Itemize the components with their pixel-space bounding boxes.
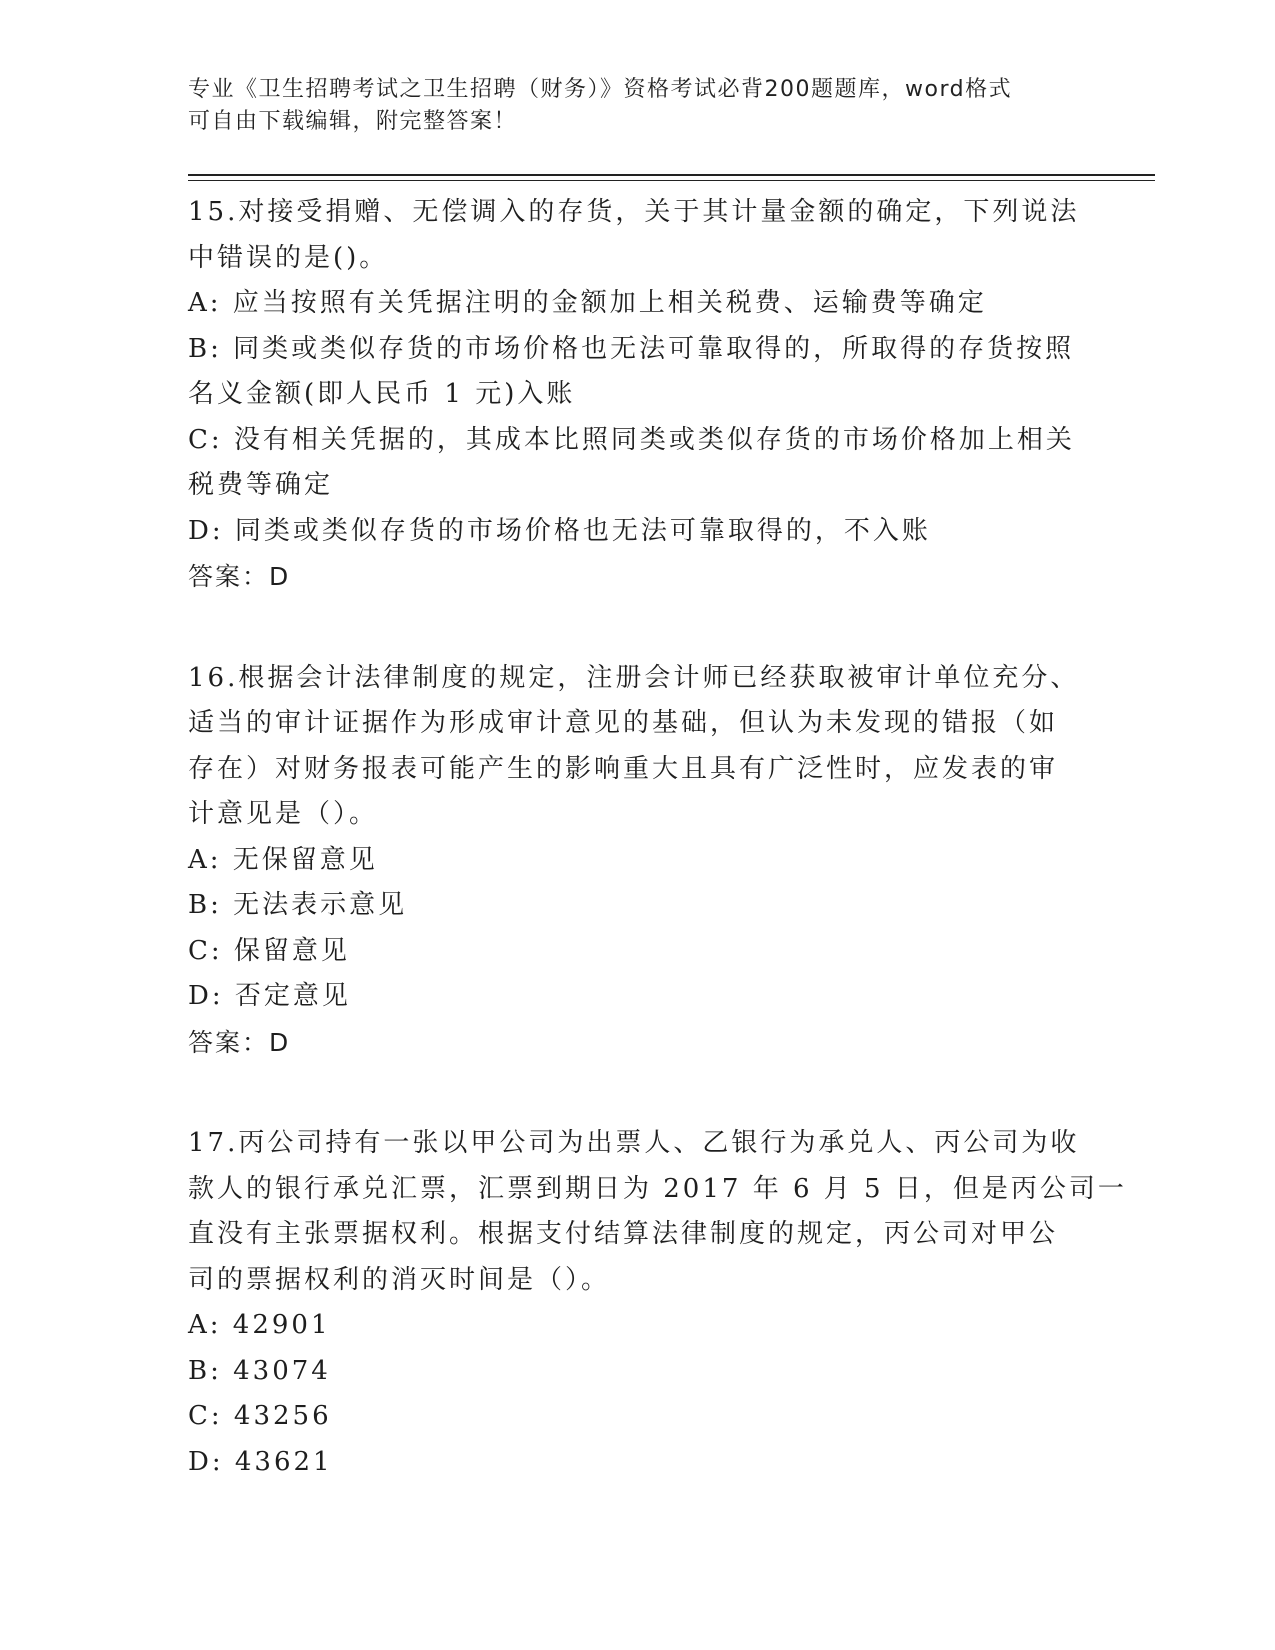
option-c-continued: 税费等确定 xyxy=(188,470,334,500)
question-stem-line: 直没有主张票据权利。根据支付结算法律制度的规定，丙公司对甲公 xyxy=(188,1219,1059,1249)
option-b-continued: 名义金额(即人民币 1 元)入账 xyxy=(188,379,576,409)
question-stem-line: 计意见是（）。 xyxy=(188,799,379,829)
answer-line: 答案：D xyxy=(188,1027,291,1057)
option-c: C: 保留意见 xyxy=(188,935,350,966)
header-divider-thin xyxy=(188,180,1155,181)
question-stem-line: 16.根据会计法律制度的规定，注册会计师已经获取被审计单位充分、 xyxy=(188,662,1080,693)
option-b: B: 43074 xyxy=(188,1355,331,1386)
question-stem-line: 适当的审计证据作为形成审计意见的基础，但认为未发现的错报（如 xyxy=(188,708,1059,738)
option-d: D: 43621 xyxy=(188,1446,333,1477)
question-16 xyxy=(188,656,1080,1066)
question-stem-line: 款人的银行承兑汇票，汇票到期日为 2017 年 6 月 5 日，但是丙公司一 xyxy=(188,1173,1127,1204)
question-stem-line: 17.丙公司持有一张以甲公司为出票人、乙银行为承兑人、丙公司为收 xyxy=(188,1128,1080,1158)
option-a: A: 42901 xyxy=(188,1310,331,1340)
document-header xyxy=(188,74,1068,138)
question-stem-line: 中错误的是()。 xyxy=(188,242,389,273)
question-15 xyxy=(188,190,1080,600)
option-c: C: 43256 xyxy=(188,1401,332,1431)
question-stem-line: 存在）对财务报表可能产生的影响重大且具有广泛性时，应发表的审 xyxy=(188,753,1059,784)
answer-line: 答案：D xyxy=(188,562,291,591)
question-stem-line: 司的票据权利的消灭时间是（）。 xyxy=(188,1264,611,1295)
option-b: B: 无法表示意见 xyxy=(188,890,408,920)
option-d: D: 同类或类似存货的市场价格也无法可靠取得的，不入账 xyxy=(188,515,931,546)
header-divider-thick xyxy=(188,174,1155,176)
question-list xyxy=(188,190,1127,1541)
question-17 xyxy=(188,1121,1127,1485)
header-line-2: 可自由下载编辑，附完整答案！ xyxy=(188,109,518,134)
option-d: D: 否定意见 xyxy=(188,981,351,1011)
option-c: C: 没有相关凭据的，其成本比照同类或类似存货的市场价格加上相关 xyxy=(188,424,1075,455)
question-stem-line: 15.对接受捐赠、无偿调入的存货，关于其计量金额的确定，下列说法 xyxy=(188,197,1080,227)
option-a: A: 无保留意见 xyxy=(188,844,378,875)
option-b: B: 同类或类似存货的市场价格也无法可靠取得的，所取得的存货按照 xyxy=(188,333,1075,364)
option-a: A: 应当按照有关凭据注明的金额加上相关税费、运输费等确定 xyxy=(188,288,987,318)
header-line-1: 专业《卫生招聘考试之卫生招聘（财务）》资格考试必背200题题库，word格式 xyxy=(188,77,1013,102)
